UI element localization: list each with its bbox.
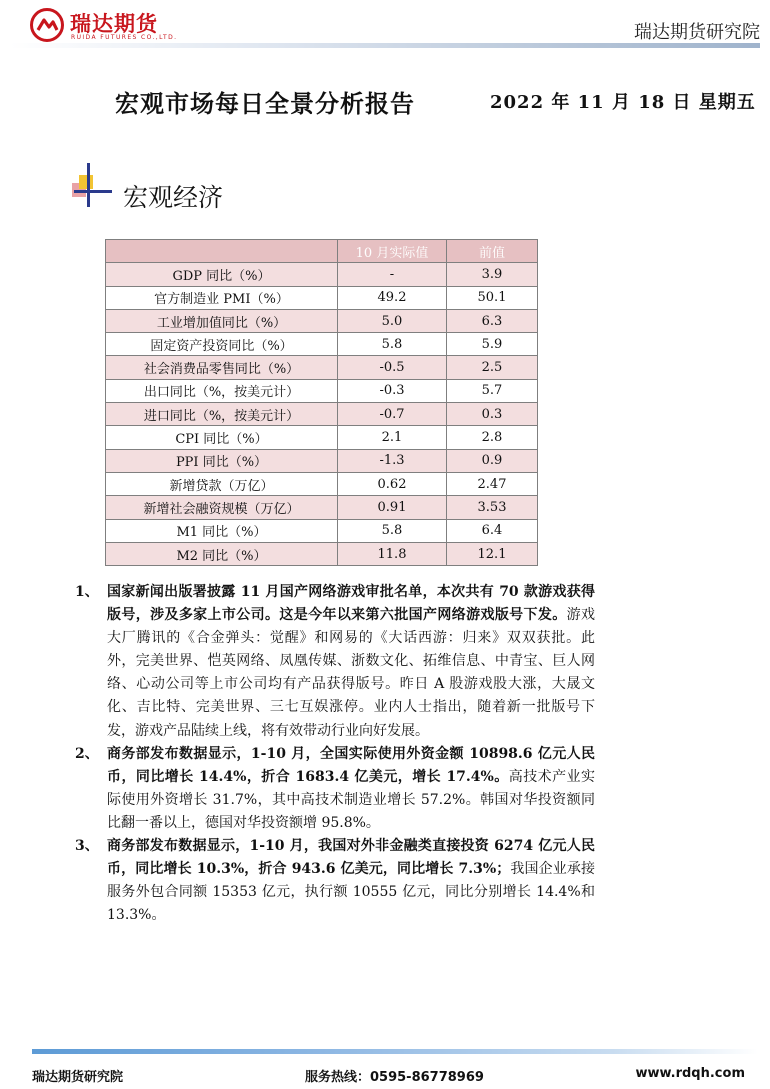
logo-text: 瑞达期货 — [70, 12, 158, 36]
logo-subtext: RUIDA FUTURES CO.,LTD. — [71, 34, 178, 41]
actual-value-cell: 11.8 — [338, 542, 447, 565]
table-row — [106, 542, 538, 565]
list-item-headline: 商务部发布数据显示，1-10 月，我国对外非金融类直接投资 6274 亿元人民币，同比增长 10.3%，折合 943.6 亿美元，同比增长 7.3%； — [107, 838, 595, 878]
report-date: 2022 年 11 月 18 日 星期五 — [490, 92, 756, 113]
actual-value-cell: 2.1 — [338, 426, 447, 449]
footer-institute: 瑞达期货研究院 — [32, 1070, 124, 1085]
list-item-number: 3、 — [75, 838, 99, 855]
previous-value-cell: 2.8 — [447, 426, 538, 449]
table-row — [106, 449, 538, 472]
indicator-name-cell: M1 同比（%） — [106, 519, 338, 542]
previous-value-cell: 3.53 — [447, 496, 538, 519]
indicator-name-cell: 新增社会融资规模（万亿） — [106, 496, 338, 519]
header-institute-name: 瑞达期货研究院 — [634, 22, 760, 43]
report-title: 宏观市场每日全景分析报告 — [115, 90, 415, 118]
list-item-detail: 高技术产业实际使用外资增长 31.7%，其中高技术制造业增长 57.2%。韩国对华投资额同比翻一番以上，德国对华投资额增 95.8%。 — [107, 768, 595, 831]
list-item-headline: 商务部发布数据显示，1-10 月，全国实际使用外资金额 10898.6 亿元人民币，同比增长 14.4%，折合 1683.4 亿美元，增长 17.4%。 — [107, 745, 595, 785]
section-bullet-icon — [72, 163, 112, 207]
previous-value-cell: 6.4 — [447, 519, 538, 542]
previous-value-cell: 2.5 — [447, 356, 538, 379]
indicator-name-cell: 出口同比（%，按美元计） — [106, 379, 338, 402]
previous-value-cell: 50.1 — [447, 286, 538, 309]
company-logo — [30, 6, 230, 44]
table-row — [106, 496, 538, 519]
previous-value-cell: 3.9 — [447, 263, 538, 286]
actual-value-cell: 5.8 — [338, 519, 447, 542]
indicator-name-cell: PPI 同比（%） — [106, 449, 338, 472]
actual-value-cell: -0.3 — [338, 379, 447, 402]
table-row — [106, 263, 538, 286]
actual-value-cell: 49.2 — [338, 286, 447, 309]
footer-website: www.rdqh.com — [635, 1066, 745, 1081]
table-header-cell: 前值 — [447, 240, 538, 263]
list-item-number: 2、 — [75, 745, 99, 762]
table-row — [106, 426, 538, 449]
section-title: 宏观经济 — [123, 183, 224, 212]
actual-value-cell: -0.5 — [338, 356, 447, 379]
list-item-detail: 我国企业承接服务外包合同额 15353 亿元，执行额 10555 亿元，同比分别增长 14.4%和 13.3%。 — [107, 861, 595, 924]
table-header-row — [106, 240, 538, 263]
indicator-name-cell: 新增贷款（万亿） — [106, 472, 338, 495]
table-row — [106, 519, 538, 542]
indicator-name-cell: CPI 同比（%） — [106, 426, 338, 449]
list-item — [75, 743, 595, 835]
indicator-name-cell: M2 同比（%） — [106, 542, 338, 565]
previous-value-cell: 0.3 — [447, 403, 538, 426]
indicator-name-cell: 固定资产投资同比（%） — [106, 333, 338, 356]
list-item-detail: 游戏大厂腾讯的《合金弹头：觉醒》和网易的《大话西游：归来》双双获批。此外，完美世界、恺英网络、凤凰传媒、浙数文化、拓维信息、中青宝、巨人网络、心动公司等上市公司均有产品获得版号。昨日 A 股游戏股大涨，大晟文化、吉比特、完美世界、三七互娱涨停。业内人士指出，随着新一批版号下发，游戏产品陆续上线，将有效带动行业向好发展。 — [107, 607, 596, 739]
footer-hotline: 服务热线：0595-86778969 — [305, 1070, 484, 1085]
actual-value-cell: 5.0 — [338, 309, 447, 332]
table-body — [106, 263, 538, 566]
indicator-name-cell: 社会消费品零售同比（%） — [106, 356, 338, 379]
news-list — [75, 581, 595, 927]
footer-divider — [32, 1049, 758, 1054]
indicator-name-cell: 官方制造业 PMI（%） — [106, 286, 338, 309]
table-row — [106, 286, 538, 309]
actual-value-cell: - — [338, 263, 447, 286]
previous-value-cell: 5.7 — [447, 379, 538, 402]
table-header-cell — [106, 240, 338, 263]
ruida-logo-icon — [30, 8, 64, 42]
table-row — [106, 309, 538, 332]
list-item-number: 1、 — [75, 584, 99, 600]
table-row — [106, 403, 538, 426]
actual-value-cell: -1.3 — [338, 449, 447, 472]
macro-indicator-table — [105, 239, 538, 566]
table-row — [106, 333, 538, 356]
table-row — [106, 356, 538, 379]
actual-value-cell: 5.8 — [338, 333, 447, 356]
list-item — [75, 581, 595, 743]
list-item — [75, 835, 595, 927]
indicator-name-cell: GDP 同比（%） — [106, 263, 338, 286]
table-row — [106, 472, 538, 495]
previous-value-cell: 0.9 — [447, 449, 538, 472]
header-divider — [10, 43, 760, 48]
indicator-name-cell: 工业增加值同比（%） — [106, 309, 338, 332]
actual-value-cell: -0.7 — [338, 403, 447, 426]
actual-value-cell: 0.91 — [338, 496, 447, 519]
table-row — [106, 379, 538, 402]
actual-value-cell: 0.62 — [338, 472, 447, 495]
indicator-name-cell: 进口同比（%，按美元计） — [106, 403, 338, 426]
previous-value-cell: 12.1 — [447, 542, 538, 565]
previous-value-cell: 6.3 — [447, 309, 538, 332]
list-item-headline: 国家新闻出版署披露 11 月国产网络游戏审批名单，本次共有 70 款游戏获得版号，涉及多家上市公司。这是今年以来第六批国产网络游戏版号下发。 — [107, 584, 595, 624]
previous-value-cell: 2.47 — [447, 472, 538, 495]
table-header-cell: 10 月实际值 — [338, 240, 447, 263]
previous-value-cell: 5.9 — [447, 333, 538, 356]
